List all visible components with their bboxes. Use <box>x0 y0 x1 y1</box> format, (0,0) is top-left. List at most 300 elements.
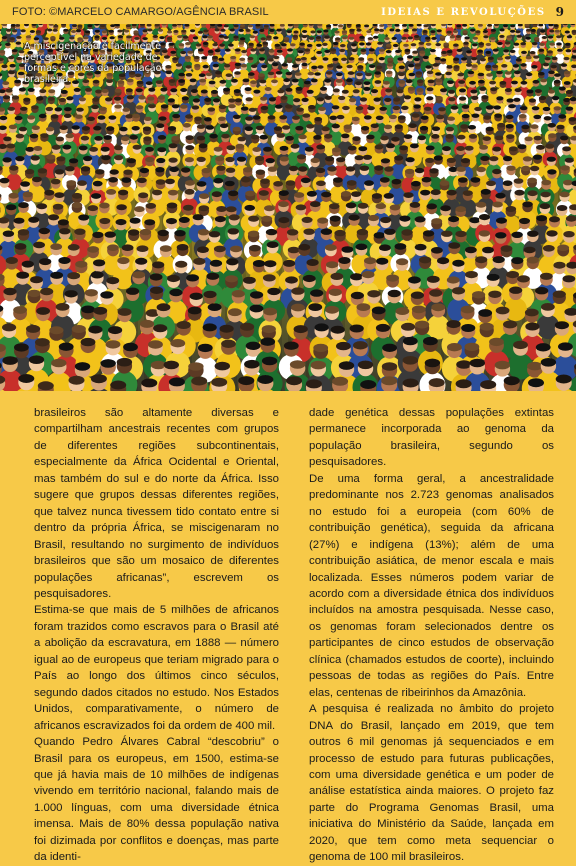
crowd-figure-hair <box>258 73 265 77</box>
crowd-figure-hair <box>360 166 369 171</box>
crowd-figure-hair <box>530 166 539 171</box>
crowd-figure-hair <box>506 166 515 171</box>
crowd-figure-hair <box>446 127 454 132</box>
crowd-figure-hair <box>49 326 63 334</box>
crowd-figure-hair <box>92 232 103 238</box>
crowd-figure-hair <box>366 42 372 45</box>
crowd-figure-hair <box>12 29 17 32</box>
crowd-figure-hair <box>408 64 414 68</box>
crowd-figure-hair <box>51 179 61 185</box>
crowd-figure-hair <box>221 134 229 139</box>
crowd-figure-hair <box>422 30 427 33</box>
crowd-figure-hair <box>183 205 194 211</box>
crowd-figure-hair <box>456 24 461 27</box>
crowd-figure-hair <box>359 42 365 45</box>
crowd-figure-hair <box>371 124 379 129</box>
crowd-figure-hair <box>58 257 70 264</box>
crowd-figure-hair <box>453 58 459 61</box>
crowd-figure-hair <box>208 50 214 53</box>
crowd-figure-hair <box>199 205 210 211</box>
crowd-figure-hair <box>305 147 314 152</box>
crowd-figure-hair <box>463 30 468 33</box>
crowd-figure-hair <box>379 49 385 52</box>
crowd-figure-hair <box>470 29 475 32</box>
crowd-figure-hair <box>308 72 315 76</box>
crowd-figure-hair <box>215 28 220 31</box>
crowd-figure-hair <box>547 169 556 174</box>
crowd-figure-hair <box>349 57 355 60</box>
crowd-figure-hair <box>59 343 74 351</box>
crowd-figure-hair <box>230 29 235 32</box>
crowd-figure-hair <box>472 114 480 118</box>
crowd-figure-hair <box>506 206 517 212</box>
crowd-figure-hair <box>180 51 186 54</box>
crowd-figure-hair <box>429 378 445 387</box>
crowd-figure-hair <box>209 81 216 85</box>
crowd-figure-hair <box>473 37 478 40</box>
crowd-figure-hair <box>15 243 27 250</box>
crowd-figure-hair <box>186 135 194 140</box>
crowd-figure-hair <box>455 231 466 237</box>
crowd-figure-hair <box>358 361 373 370</box>
crowd-figure-hair <box>208 303 222 311</box>
crowd-figure-hair <box>507 35 512 38</box>
crowd-figure-hair <box>485 65 491 69</box>
crowd-figure-hair <box>261 65 267 69</box>
crowd-figure-hair <box>169 377 185 386</box>
crowd-figure-hair <box>489 81 496 85</box>
crowd-figure-hair <box>414 97 421 101</box>
crowd-figure-hair <box>356 24 361 27</box>
crowd-figure-hair <box>456 35 461 38</box>
crowd-figure-hair <box>351 292 364 299</box>
crowd-figure-hair <box>326 25 331 28</box>
crowd-figure-hair <box>302 98 309 102</box>
crowd-figure-hair <box>91 193 101 199</box>
crowd-figure-hair <box>118 190 128 196</box>
crowd-figure-hair <box>445 134 453 139</box>
crowd-figure-hair <box>224 64 230 68</box>
crowd-figure-hair <box>250 35 255 38</box>
crowd-figure-hair <box>475 30 480 33</box>
crowd-figure-hair <box>259 48 265 51</box>
crowd-figure-hair <box>455 206 466 212</box>
crowd-figure-hair <box>83 36 88 39</box>
section-name: IDEIAS E REVOLUÇÕES <box>381 7 546 18</box>
crowd-figure-hair <box>95 90 102 94</box>
crowd-figure-hair <box>178 73 185 77</box>
crowd-figure-hair <box>558 114 566 118</box>
crowd-figure-hair <box>523 156 532 161</box>
crowd-figure-hair <box>397 89 404 93</box>
crowd-figure-hair <box>215 156 224 161</box>
crowd-figure-hair <box>512 232 523 238</box>
crowd-figure-hair <box>435 72 442 76</box>
crowd-figure-hair <box>364 81 371 85</box>
crowd-figure-hair <box>453 65 459 69</box>
crowd-figure-hair <box>393 44 399 47</box>
crowd-figure-hair <box>367 106 375 110</box>
crowd-figure-hair <box>286 88 293 92</box>
crowd-figure-hair <box>81 136 89 141</box>
crowd-figure-hair <box>415 244 427 251</box>
crowd-figure-hair <box>423 230 434 236</box>
crowd-figure-hair <box>379 57 385 60</box>
crowd-figure-hair <box>368 58 374 61</box>
crowd-figure-hair <box>355 81 362 85</box>
crowd-figure-hair <box>223 36 228 39</box>
crowd-figure-hair <box>87 24 92 27</box>
crowd-figure-hair <box>236 144 245 149</box>
crowd-figure-hair <box>486 43 492 46</box>
crowd-figure-hair <box>72 202 83 208</box>
crowd-figure-hair <box>548 123 556 128</box>
crowd-figure-hair <box>383 81 390 85</box>
crowd-figure-hair <box>100 24 105 27</box>
crowd-figure-hair <box>297 154 306 159</box>
crowd-figure-hair <box>447 276 460 283</box>
crowd-figure-hair <box>148 88 155 92</box>
crowd-figure-hair <box>132 114 140 118</box>
crowd-figure-hair <box>9 165 18 170</box>
crowd-figure-hair <box>509 146 518 151</box>
crowd-figure-hair <box>435 43 441 46</box>
crowd-figure-hair <box>79 97 86 101</box>
crowd-figure-hair <box>316 44 322 47</box>
crowd-figure-hair <box>144 117 152 121</box>
crowd-figure-hair <box>394 155 403 160</box>
crowd-figure-hair <box>564 57 570 60</box>
crowd-figure-hair <box>503 156 512 161</box>
crowd-figure-hair <box>239 42 245 45</box>
crowd-figure-hair <box>167 31 172 34</box>
crowd-figure-hair <box>266 229 277 235</box>
crowd-figure-hair <box>496 71 503 75</box>
crowd-figure-hair <box>365 73 372 77</box>
crowd-figure-hair <box>471 177 481 183</box>
crowd-figure-hair <box>39 228 50 234</box>
crowd-figure-hair <box>306 124 314 129</box>
crowd-figure-hair <box>248 43 254 46</box>
crowd-figure-hair <box>504 376 520 385</box>
crowd-figure-hair <box>281 43 287 46</box>
crowd-figure-hair <box>505 41 511 44</box>
crowd-figure-hair <box>366 135 374 140</box>
crowd-figure-hair <box>322 43 328 46</box>
crowd-figure-hair <box>8 56 14 59</box>
crowd-figure-hair <box>269 97 276 101</box>
crowd-figure-hair <box>27 115 35 119</box>
crowd-figure-hair <box>38 168 47 173</box>
crowd-figure-hair <box>436 96 443 100</box>
crowd-figure-hair <box>310 289 323 296</box>
crowd-figure-hair <box>245 87 252 91</box>
crowd-figure-hair <box>503 49 509 52</box>
crowd-figure-hair <box>404 134 412 139</box>
crowd-figure-hair <box>170 339 185 347</box>
crowd-figure-hair <box>555 30 560 33</box>
crowd-figure-hair <box>441 231 452 237</box>
crowd-figure-hair <box>520 42 526 45</box>
crowd-figure-hair <box>286 57 292 60</box>
crowd-figure-hair <box>87 117 95 121</box>
crowd-figure-hair <box>228 190 238 196</box>
crowd-figure-hair <box>390 205 401 211</box>
crowd-figure-hair <box>372 193 382 199</box>
crowd-figure-hair <box>23 98 30 102</box>
crowd-figure-hair <box>480 323 494 331</box>
crowd-figure-hair <box>307 259 319 266</box>
crowd-figure-hair <box>296 108 304 112</box>
crowd-figure-hair <box>144 219 155 225</box>
crowd-figure-hair <box>489 338 504 346</box>
crowd-figure-hair <box>327 64 333 68</box>
crowd-figure-hair <box>567 35 572 38</box>
crowd-figure-hair <box>360 380 376 389</box>
crowd-figure-hair <box>6 204 17 210</box>
crowd-figure-hair <box>341 134 349 139</box>
crowd-figure-hair <box>238 137 246 142</box>
crowd-figure-hair <box>405 169 414 174</box>
crowd-figure-hair <box>101 147 110 152</box>
crowd-figure-hair <box>217 24 222 27</box>
crowd-figure-hair <box>99 107 107 111</box>
crowd-figure-hair <box>357 229 368 235</box>
crowd-figure-hair <box>213 64 219 68</box>
crowd-figure-hair <box>406 157 415 162</box>
crowd-figure-hair <box>456 146 465 151</box>
crowd-figure-hair <box>347 65 353 69</box>
crowd-figure-hair <box>296 87 303 91</box>
crowd-figure-hair <box>419 42 425 45</box>
crowd-figure-hair <box>39 89 46 93</box>
crowd-figure-hair <box>414 35 419 38</box>
crowd-figure-hair <box>346 202 357 208</box>
crowd-figure-hair <box>431 218 442 224</box>
crowd-figure-hair <box>50 243 62 250</box>
crowd-figure-hair <box>141 378 157 387</box>
crowd-figure-hair <box>240 37 245 40</box>
crowd-figure-hair <box>310 201 321 207</box>
crowd-figure-hair <box>81 338 96 346</box>
crowd-figure-hair <box>268 58 274 61</box>
crowd-figure-hair <box>403 337 418 345</box>
crowd-figure-hair <box>521 81 528 85</box>
crowd-figure-hair <box>492 202 503 208</box>
crowd-figure-hair <box>566 90 573 94</box>
crowd-figure-hair <box>140 320 154 328</box>
crowd-figure-hair <box>201 90 208 94</box>
crowd-figure-hair <box>411 181 421 187</box>
crowd-figure-hair <box>301 178 311 184</box>
crowd-figure-hair <box>265 87 272 91</box>
crowd-figure-hair <box>427 87 434 91</box>
crowd-figure-hair <box>472 291 485 298</box>
crowd-figure-hair <box>277 50 283 53</box>
crowd-figure-hair <box>225 275 238 282</box>
crowd-figure-hair <box>241 177 251 183</box>
crowd-figure-hair <box>492 65 498 69</box>
crowd-figure-hair <box>349 215 360 221</box>
crowd-figure-hair <box>551 65 557 69</box>
crowd-figure-hair <box>133 30 138 33</box>
crowd-figure-hair <box>540 273 553 280</box>
crowd-figure-hair <box>209 134 217 139</box>
crowd-figure-hair <box>541 192 551 198</box>
crowd-figure-hair <box>325 156 334 161</box>
crowd-figure-hair <box>214 246 226 253</box>
crowd-figure-hair <box>411 43 417 46</box>
crowd-figure-hair <box>483 136 491 141</box>
crowd-figure-hair <box>486 127 494 132</box>
crowd-figure-hair <box>47 29 52 32</box>
crowd-figure-hair <box>65 290 78 297</box>
crowd-figure-hair <box>527 362 542 371</box>
crowd-figure-hair <box>193 214 204 220</box>
crowd-figure-hair <box>150 273 163 280</box>
crowd-figure-hair <box>293 31 298 34</box>
crowd-figure-hair <box>290 360 305 369</box>
crowd-figure-hair <box>333 42 339 45</box>
crowd-figure-hair <box>447 320 461 328</box>
crowd-figure-hair <box>106 277 119 284</box>
crowd-figure-hair <box>527 231 538 237</box>
crowd-figure-hair <box>234 24 239 27</box>
crowd-figure-hair <box>1 65 7 69</box>
crowd-figure-hair <box>341 58 347 61</box>
crowd-figure-hair <box>563 231 574 237</box>
crowd-figure-hair <box>425 65 431 69</box>
crowd-figure-hair <box>218 58 224 61</box>
crowd-figure-hair <box>554 24 559 27</box>
crowd-figure-hair <box>83 156 92 161</box>
crowd-figure-hair <box>16 272 29 279</box>
crowd-figure-hair <box>302 30 307 33</box>
crowd-figure-hair <box>479 230 490 236</box>
crowd-figure-hair <box>66 180 76 186</box>
crowd-figure-hair <box>109 30 114 33</box>
crowd-figure-hair <box>447 31 452 34</box>
crowd-figure-hair <box>213 178 223 184</box>
crowd-figure-hair <box>332 147 341 152</box>
crowd-figure-hair <box>115 89 122 93</box>
crowd-figure-hair <box>430 49 436 52</box>
crowd-figure-hair <box>497 57 503 60</box>
crowd-figure-hair <box>147 29 152 32</box>
crowd-figure-hair <box>185 42 191 45</box>
crowd-figure-hair <box>40 288 53 295</box>
crowd-figure-hair <box>157 303 171 311</box>
crowd-figure-hair <box>351 191 361 197</box>
crowd-figure-hair <box>533 155 542 160</box>
crowd-figure-hair <box>160 88 167 92</box>
crowd-figure-hair <box>466 50 472 53</box>
crowd-figure-hair <box>30 276 43 283</box>
crowd-figure-hair <box>393 97 400 101</box>
crowd-figure-hair <box>542 36 547 39</box>
crowd-figure-hair <box>185 56 191 59</box>
crowd-figure-hair <box>461 306 475 314</box>
crowd-figure-hair <box>192 105 200 109</box>
crowd-figure-hair <box>235 98 242 102</box>
crowd-figure-hair <box>249 108 257 112</box>
crowd-figure-hair <box>515 88 522 92</box>
crowd-figure-hair <box>327 166 336 171</box>
crowd-figure-hair <box>448 242 460 249</box>
article-paragraph: dade genética dessas populações extintas permanece incorporada ao genoma da população brasileira, segundo os pesquisadores. <box>309 405 554 471</box>
crowd-figure-hair <box>215 49 221 52</box>
crowd-figure-hair <box>329 289 342 296</box>
crowd-figure-hair <box>278 217 289 223</box>
crowd-figure-hair <box>208 107 216 111</box>
crowd-figure-hair <box>165 179 175 185</box>
crowd-figure-hair <box>177 35 182 38</box>
crowd-figure-hair <box>436 79 443 83</box>
section-header <box>381 5 564 19</box>
crowd-figure-hair <box>348 71 355 75</box>
crowd-figure-hair <box>332 377 348 386</box>
crowd-figure-hair <box>517 35 522 38</box>
crowd-figure-hair <box>363 155 372 160</box>
crowd-figure-hair <box>172 114 180 118</box>
crowd-figure-hair <box>324 36 329 39</box>
crowd-figure-hair <box>545 57 551 60</box>
crowd-figure-hair <box>349 98 356 102</box>
crowd-figure-hair <box>29 355 44 364</box>
photo-credit: FOTO: ©MARCELO CAMARGO/AGÊNCIA BRASIL <box>12 6 269 18</box>
crowd-figure-hair <box>276 29 281 32</box>
crowd-figure-hair <box>309 37 314 40</box>
crowd-figure-hair <box>88 326 102 334</box>
crowd-figure-hair <box>431 303 445 311</box>
crowd-figure-hair <box>262 42 268 45</box>
crowd-figure-hair <box>286 136 294 141</box>
crowd-figure-hair <box>19 127 27 132</box>
crowd-figure-hair <box>404 95 411 99</box>
crowd-figure-hair <box>185 145 194 150</box>
crowd-figure-hair <box>446 65 452 69</box>
crowd-figure-hair <box>556 125 564 130</box>
crowd-figure-hair <box>145 147 154 152</box>
crowd-figure-hair <box>283 260 295 267</box>
crowd-figure-hair <box>169 289 182 296</box>
crowd-figure-hair <box>198 31 203 34</box>
crowd-figure-hair <box>48 214 59 220</box>
crowd-figure-hair <box>14 80 21 84</box>
crowd-figure-hair <box>457 73 464 77</box>
crowd-figure-hair <box>425 37 430 40</box>
crowd-figure-hair <box>431 134 439 139</box>
crowd-figure-hair <box>230 246 242 253</box>
crowd-figure-hair <box>519 114 527 118</box>
crowd-figure-hair <box>409 123 417 128</box>
crowd-figure-hair <box>389 115 397 119</box>
crowd-figure-hair <box>478 309 492 317</box>
crowd-figure-hair <box>511 81 518 85</box>
crowd-figure-hair <box>77 180 87 186</box>
crowd-figure-hair <box>279 115 287 119</box>
crowd-figure-hair <box>291 304 305 312</box>
crowd-figure-hair <box>480 58 486 61</box>
crowd-figure-hair <box>403 379 419 388</box>
crowd-figure-hair <box>21 29 26 32</box>
crowd-figure-hair <box>338 96 345 100</box>
crowd-figure-hair <box>2 356 17 365</box>
crowd-figure-hair <box>496 307 510 315</box>
crowd-figure-hair <box>541 180 551 186</box>
crowd-figure-hair <box>126 88 133 92</box>
crowd-figure-hair <box>548 133 556 138</box>
